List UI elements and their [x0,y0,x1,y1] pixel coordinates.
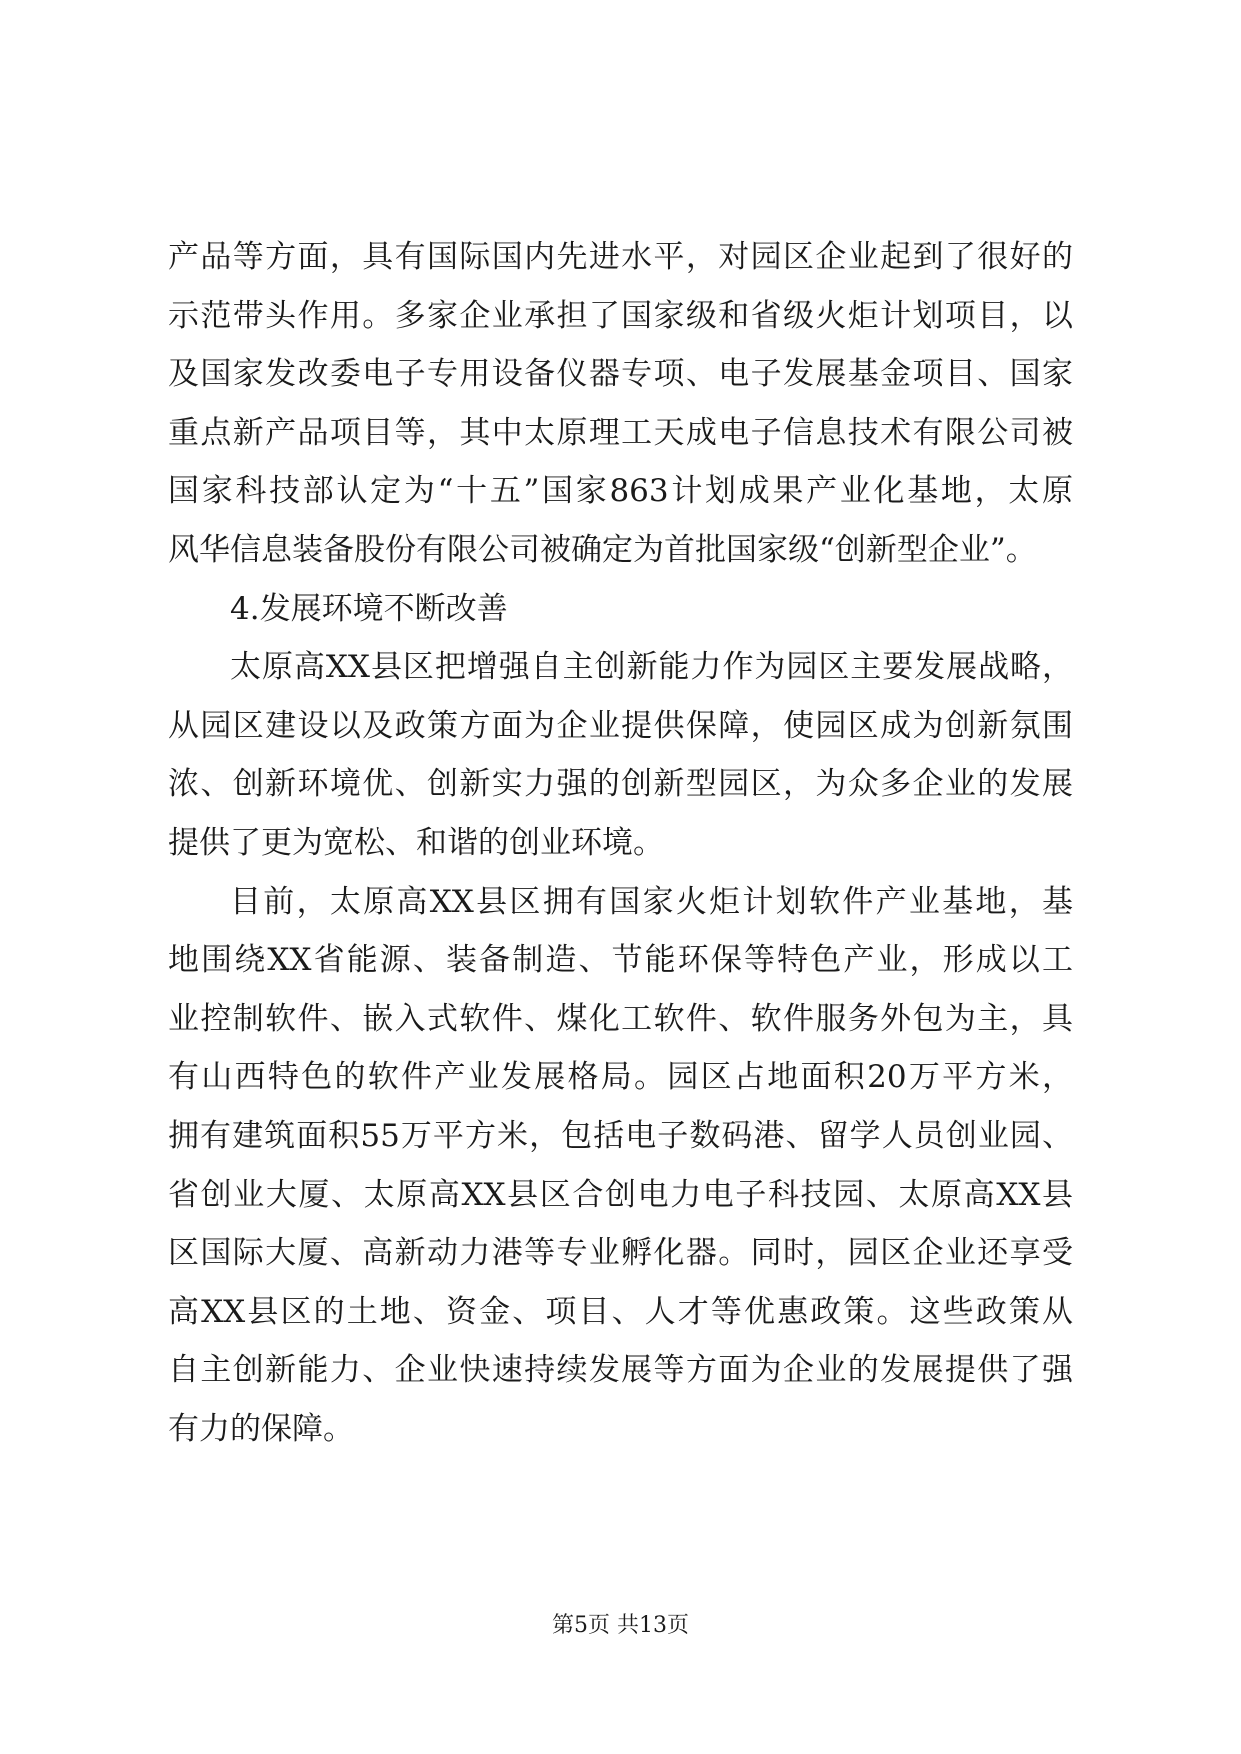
body-line: 目前，太原高XX县区拥有国家火炬计划软件产业基地，基 [230,883,1073,920]
section-heading: 4.发展环境不断改善 [230,590,508,627]
page-footer: 第5页 共13页 [552,1613,689,1638]
body-line: 业控制软件、嵌入式软件、煤化工软件、软件服务外包为主，具 [168,1000,1073,1037]
body-line: 有山西特色的软件产业发展格局。园区占地面积20万平方米， [168,1059,1073,1096]
body-line: 有力的保障。 [168,1410,354,1447]
body-line: 浓、创新环境优、创新实力强的创新型园区，为众多企业的发展 [168,766,1073,803]
body-line: 地围绕XX省能源、装备制造、节能环保等特色产业，形成以工 [168,942,1073,979]
body-line: 产品等方面，具有国际国内先进水平，对园区企业起到了很好的 [168,239,1073,275]
body-line: 重点新产品项目等，其中太原理工天成电子信息技术有限公司被 [168,414,1073,451]
body-line: 及国家发改委电子专用设备仪器专项、电子发展基金项目、国家 [168,356,1073,393]
body-line: 国家科技部认定为“十五”国家863计划成果产业化基地，太原 [168,473,1073,510]
body-line: 风华信息装备股份有限公司被确定为首批国家级“创新型企业”。 [168,531,1037,568]
body-line: 省创业大厦、太原高XX县区合创电力电子科技园、太原高XX县 [168,1176,1073,1213]
body-line: 区国际大厦、高新动力港等专业孵化器。同时，园区企业还享受 [168,1235,1073,1272]
body-line: 自主创新能力、企业快速持续发展等方面为企业的发展提供了强 [168,1352,1073,1389]
body-line: 拥有建筑面积55万平方米，包括电子数码港、留学人员创业园、 [168,1117,1073,1154]
body-line: 太原高XX县区把增强自主创新能力作为园区主要发展战略， [230,649,1073,686]
body-line: 高XX县区的土地、资金、项目、人才等优惠政策。这些政策从 [168,1293,1073,1330]
body-line: 从园区建设以及政策方面为企业提供保障，使园区成为创新氛围 [168,707,1073,744]
document-body [168,228,1073,1458]
body-line: 示范带头作用。多家企业承担了国家级和省级火炬计划项目，以 [168,297,1073,334]
body-line: 提供了更为宽松、和谐的创业环境。 [168,824,664,861]
